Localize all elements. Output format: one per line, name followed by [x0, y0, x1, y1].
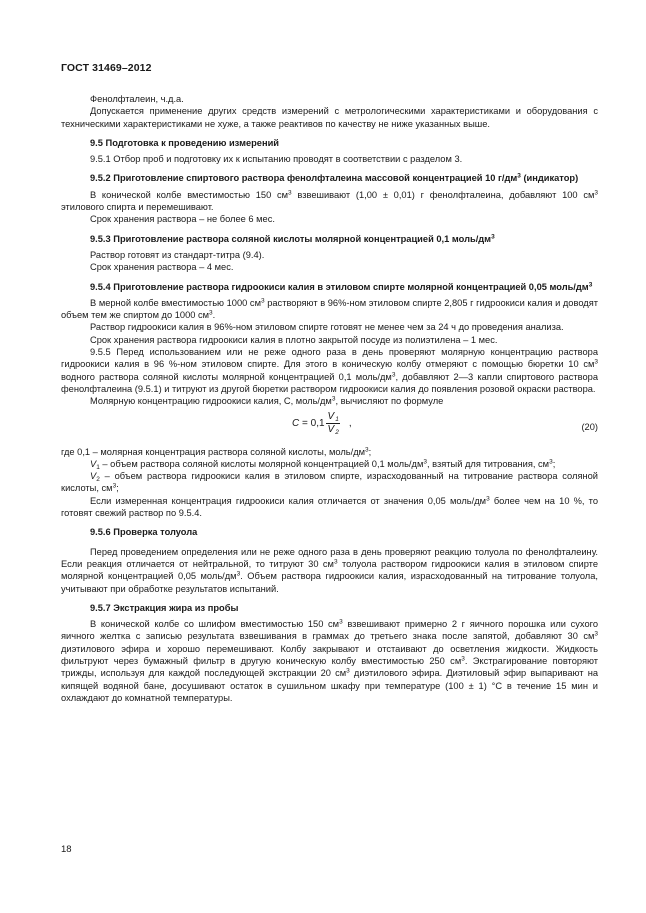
- page-number: 18: [61, 844, 72, 855]
- where-v2: $V_2$ – объем раствора гидроокиси калия в этиловом спирте, израсходованный на титрование раствора соляной кислоты, $см^3$;: [61, 471, 598, 494]
- paragraph-9-5-1: 9.5.1 Отбор проб и подготовку их к испытанию проводят в соответствии с разделом 3.: [90, 154, 463, 165]
- heading-9-5-3: 9.5.3 Приготовление раствора соляной кислоты молярной концентрацией 0,1 моль/$дм^3$: [90, 233, 495, 244]
- paragraph-9-5-2-a: В конической колбе вместимостью 150 $см^3$ взвешивают (1,00 ± 0,01) г фенолфталеина, добавляют 100 $см^3$ этилового спирта и перемешивают.: [61, 189, 598, 213]
- heading-9-5: 9.5 Подготовка к проведению измерений: [90, 137, 280, 148]
- heading-9-5-6: 9.5.6 Проверка толуола: [90, 527, 198, 538]
- formula-number: (20): [581, 421, 598, 432]
- where-clause: где 0,1 – молярная концентрация раствора соляной кислоты, моль/$дм^3$;: [61, 446, 372, 457]
- standard-header: ГОСТ 31469–2012: [61, 62, 152, 74]
- paragraph-9-5-4-b: Раствор гидроокиси калия в 96%-ном этиловом спирте готовят не менее чем за 24 ч до проведения анализа.: [90, 322, 564, 333]
- formula-expression: C = 0,1 $\frac{V_1}{V_2}$ ,: [292, 410, 352, 436]
- paragraph-molar-concentration: Молярную концентрацию гидроокиси калия, C, моль/$дм^3$, вычисляют по формуле: [90, 395, 444, 407]
- where-v1: $V_1$ – объем раствора соляной кислоты молярной концентрацией 0,1 моль/$дм^3$, взятый для титрования, $см^3$;: [90, 458, 556, 471]
- paragraph-9-5-7: В конической колбе со шлифом вместимостью 150 $см^3$ взвешивают примерно 2 г яичного порошка или сухого яичного желтка с записью результата взвешивания в граммах до третьего знака после запятой, добавляют 30 $см^3$ диэтилового эфира и хорошо перемешивают. Колбу закрывают и отстаивают до осветления жидкости. Жидкость фильтруют через бумажный фильтр в другую коническую колбу вместимостью 250 $см^3$. Экстрагирование повторяют трижды, используя для каждой последующей экстракции 20 $см^3$ диэтилового эфира. Диэтиловый эфир выпаривают на кипящей водяной бане, досушивают остаток в сушильном шкафу при температуре (100 ± 1) °С в течение 15 мин и охлаждают до комнатной температуры.: [61, 618, 598, 703]
- formula-lhs: C: [292, 417, 300, 429]
- document-body: [61, 93, 598, 704]
- paragraph-9-5-3-b: Срок хранения раствора – 4 мес.: [90, 262, 234, 273]
- paragraph-9-5-5: 9.5.5 Перед использованием или не реже одного раза в день проверяют молярную концентрацию раствора гидроокиси калия в 96 %-ном этиловом спирте. Для этого в коническую колбу отмеряют с помощью бюретки 10 $см^3$ водного раствора соляной кислоты молярной концентрацией 0,1 моль/$дм^3$, добавляют 2—3 капли спиртового раствора фенолфталеина (9.5.1) и титруют из другой бюретки раствором гидроокиси калия до появления розовой окраски раствора.: [61, 347, 598, 394]
- formula-fraction: $\frac{V_1}{V_2}$: [327, 410, 339, 436]
- paragraph-9-5-2-b: Срок хранения раствора – не более 6 мес.: [90, 214, 275, 225]
- paragraph-9-5-4-c: Срок хранения раствора гидроокиси калия в плотно закрытой посуде из полиэтилена – 1 мес.: [90, 334, 498, 345]
- paragraph-permission: Допускается применение других средств измерений с метрологическими характеристиками и оборудования с техническими характеристиками не хуже, а также реактивов по качеству не ниже указанных выше.: [61, 106, 598, 129]
- paragraph-9-5-3-a: Раствор готовят из стандарт-титра (9.4).: [90, 249, 265, 260]
- paragraph-9-5-6: Перед проведением определения или не реже одного раза в день проверяют реакцию толуола по фенолфталеину. Если реакция отличается от нейтральной, то титруют 30 $см^3$ толуола раствором гидроокиси калия в этиловом спирте молярной концентрацией 0,05 моль/$дм^3$. Объем раствора гидроокиси калия, израсходованный на титрование толуола, учитывают при обработке результатов испытаний.: [61, 546, 598, 594]
- paragraph-phenolphthalein: Фенолфталеин, ч.д.а.: [90, 94, 184, 104]
- heading-9-5-2: 9.5.2 Приготовление спиртового раствора фенолфталеина массовой концентрацией 10 $г/дм^3$ (индикатор): [90, 172, 579, 184]
- heading-9-5-4: 9.5.4 Приготовление раствора гидроокиси калия в этиловом спирте молярной концентрацией 0,05 моль/$дм^3$: [90, 281, 593, 292]
- formula-20: [61, 408, 598, 446]
- formula-eq: = 0,1: [299, 417, 325, 429]
- paragraph-if-deviation: Если измеренная концентрация гидроокиси калия отличается от значения 0,05 моль/$дм^3$ более чем на 10 %, то готовят свежий раствор по 9.5.4.: [61, 495, 599, 519]
- heading-9-5-7: 9.5.7 Экстракция жира из пробы: [90, 602, 239, 613]
- paragraph-9-5-4-a: В мерной колбе вместимостью 1000 $см^3$ растворяют в 96%-ном этиловом спирте 2,805 г гидроокиси калия и доводят объем тем же спиртом до 1000 $см^3$.: [61, 297, 598, 321]
